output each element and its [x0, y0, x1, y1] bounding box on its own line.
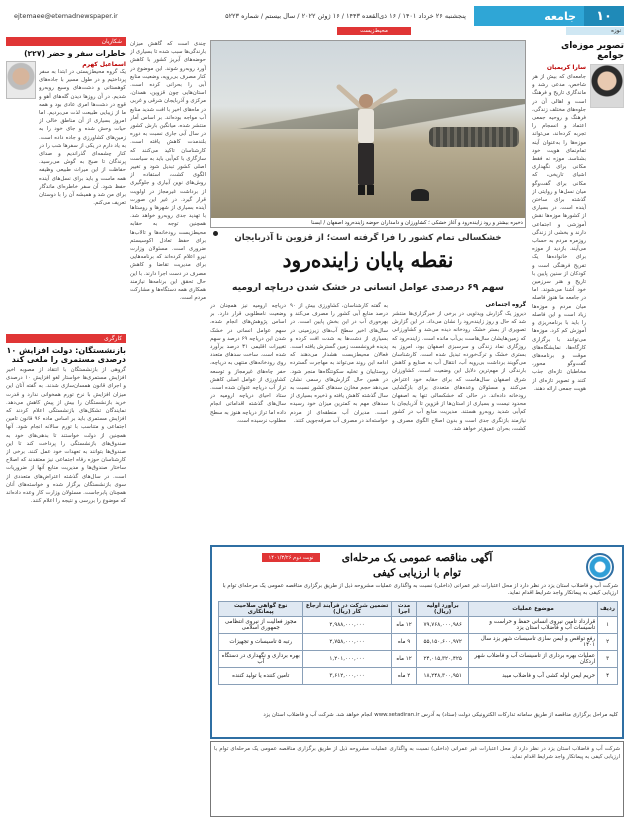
- headline-subtitle: سهم ۶۹ درصدی عوامل انسانی در خشک شدن دریاچه ارومیه: [232, 282, 504, 293]
- table-header: تضمین شرکت در فرآیند ارجاع کار (ریال): [303, 602, 391, 617]
- article-body-4: چندی است که گاهش میزان بارندگی‌ها سبب شده تا بسیاری از حوضه‌های آبریز کشور با کاهش آورد روبه‌رو شوند. این موضوع در کنار مصرف بی‌رویه، وضعیت منابع آبی را بحرانی کرده است. استان‌هایی چون قزوین، همدان، مرکزی و آذربایجان شرقی و غربی در ماه‌های اخیر با افت شدید منابع آب مواجه بوده‌اند. بر اساس آمار منتشر شده، میانگین بارش کشور در سال آبی جاری نسبت به دوره بلندمدت کاهش یافته است. کارشناسان تاکید می‌کنند که سازگاری با کم‌آبی باید به سیاست اصلی کشور تبدیل شود و تغییر الگوی کشت، استفاده از روش‌های نوین آبیاری و جلوگیری از برداشت غیرمجاز در اولویت قرار گیرد. در غیر این صورت آینده بسیاری از شهرها و روستاها با تهدید جدی روبه‌رو خواهد شد. همچنین توجه به حقابه محیط‌زیست رودخانه‌ها و تالاب‌ها برای حفظ تعادل اکوسیستم ضروری است. مسئولان وزارت نیرو اعلام کرده‌اند که برنامه‌هایی برای مدیریت تقاضا و کاهش مصرف در دست اجرا دارند. با این حال تحقق این برنامه‌ها نیازمند همکاری همه دستگاه‌ها و مشارکت مردم است.: [130, 41, 206, 302]
- table-cell: بهره برداری و نگهداری در دستگاه آب: [219, 651, 303, 668]
- page-number: ۱۰: [584, 6, 624, 26]
- opinion-body: جامعه‌ای که بیش از هر شاخص، مدعی رشد و ماندگاری تاریخ و فرهنگ است و اهالی آن در جلوه‌های مختلف زندگی، فرهنگ و روحیه جمعی اعتماد و انسجام را تجربه کرده‌اند، می‌تواند موزه‌ها را به‌عنوان آینه تمام‌نمای هویت خود بشناسد. موزه نه فقط مکانی برای نگهداری اشیای تاریخی، که مکانی برای گفت‌وگو میان نسل‌ها و روایتی از گذشته برای ساختن آینده است. در بسیاری از کشورها موزه‌ها نقش آموزشی و اجتماعی دارند و بخشی از زندگی روزمره مردم به حساب می‌آیند. بازدید از موزه برای خانواده‌ها یک تفریح فرهنگی است و کودکان از سنین پایین با تاریخ و هنر سرزمین خود آشنا می‌شوند. اما در جامعه ما هنوز فاصله میان مردم و موزه‌ها زیاد است و این فاصله را باید با برنامه‌ریزی و آموزش کم کرد. موزه‌ها می‌توانند با برگزاری کارگاه‌ها، نمایشگاه‌های موقت و برنامه‌های گفت‌وگو محور، مخاطبان تازه‌ای جذب کنند و تصویر تازه‌ای از هویت جمعی ارائه دهند.: [532, 74, 586, 392]
- main-photo: [210, 40, 526, 228]
- tender-table: [218, 601, 618, 685]
- columnist-name: اسماعیل کهرم: [82, 61, 126, 68]
- subbar-right-label: نوزه: [566, 27, 624, 35]
- ad-badge: نوبت دوم ۱۴۰۱/۳/۲۶: [262, 553, 320, 562]
- ad-lower-box: [210, 741, 624, 817]
- table-cell: ۱: [598, 617, 618, 634]
- table-cell: ۵۵,۱۵۰,۶۰۰,۹۷۲: [417, 634, 469, 651]
- table-cell: ۱۲ ماه: [391, 651, 417, 668]
- email-text[interactable]: ejtemaee@etemadnewspaper.ir: [14, 12, 118, 20]
- table-cell: عملیات بهره برداری از تاسیسات آب و فاضلاب شهر اردکان: [468, 651, 597, 668]
- table-header: ردیف: [598, 602, 618, 617]
- ad-footer: کلیه مراحل برگزاری مناقصه از طریق سامانه تدارکات الکترونیکی دولت (ستاد) به آدرس www.setadiran.ir انجام خواهد شد. شرکت آب و فاضلاب استان یزد: [263, 712, 618, 718]
- table-cell: قرارداد تامین نیروی انسانی حفظ و حراست و تاسیسات آب و فاضلاب استان یزد: [468, 617, 597, 634]
- header-meta: [6, 12, 474, 20]
- table-cell: ۱,۲۰۱,۰۰۰,۰۰۰: [303, 651, 391, 668]
- hat-on-ground: [411, 189, 429, 201]
- article-byline: گروه اجتماعی: [485, 302, 526, 308]
- sidebar-title-1: خاطرات سفر و حضر (۲۲۷): [24, 49, 126, 58]
- table-row: [219, 668, 618, 685]
- author-portrait: [590, 64, 624, 108]
- table-cell: رفع تواقص و ایمن سازی تاسیسات شهر یزد سال ۱۴۰۱: [468, 634, 597, 651]
- sheep-herd: [429, 127, 519, 147]
- table-cell: رتبه ۵ تاسیسات و تجهیزات: [219, 634, 303, 651]
- table-cell: ۲,۷۵۸,۰۰۰,۰۰۰: [303, 634, 391, 651]
- subbar-section-label: محیط‌زیست: [337, 27, 411, 35]
- sub-bar: [6, 27, 624, 35]
- ad-intro: شرکت آب و فاضلاب استان یزد در نظر دارد از محل اعتبارات غیر عمرانی (داخلی) نسبت به واگذاری عملیات مشروحه ذیل از طریق برگزاری مناقصه عمومی یک مرحله‌ای توام با ارزیابی کیفی به پیمانکار واجد شرایط اقدام نماید.: [222, 583, 618, 597]
- article-column-4: [130, 40, 206, 730]
- photo-caption: ذخیره بیشتر و رود زاینده‌رود و آغاز خشکی ؛ کشاورزان و دامداران حوضه زاینده‌رود اصفهان / ایسنا: [211, 218, 526, 227]
- date-line: پنجشنبه ۲۶ خرداد ۱۴۰۱ / ۱۶ ذی‌القعده ۱۴۴۳ / ۱۶ ژوئن ۲۰۲۲ / سال بیستم / شماره ۵۲۲۳: [225, 12, 466, 20]
- page-header: [6, 6, 624, 26]
- ad-title-2: توام با ارزیابی کیفی: [373, 567, 461, 579]
- left-sidebar: [6, 37, 126, 817]
- headline-kicker: خشکسالی تمام کشور را فرا گرفته است؛ از قزوین تا آذربایجان: [234, 233, 502, 243]
- table-header: برآورد اولیه (ریال): [417, 602, 469, 617]
- table-cell: ۱۲ ماه: [391, 617, 417, 634]
- opinion-title: تصویر موزه‌ای جوامع: [560, 41, 624, 61]
- water-company-logo-icon: [586, 553, 614, 581]
- tender-advertisement: [210, 545, 624, 739]
- section-title: جامعه: [474, 6, 584, 26]
- ad-lower-text: شرکت آب و فاضلاب استان یزد در نظر دارد از محل اعتبارات غیر عمرانی (داخلی) نسبت به واگذاری عملیات مشروحه ذیل از طریق برگزاری مناقصه عمومی یک مرحله‌ای توام با ارزیابی کیفی به پیمانکار واجد شرایط اقدام نماید.: [214, 746, 620, 761]
- columnist-portrait: [6, 61, 36, 99]
- table-row: [219, 651, 618, 668]
- table-cell: حریم ایمن لوله کشی آب و فاضلاب میبد: [468, 668, 597, 685]
- table-cell: ۲,۹۸۸,۰۰۰,۰۰۰: [303, 617, 391, 634]
- sidebar-body-2: گروهی از بازنشستگان با انتقاد از مصوبه اخیر افزایش مستمری‌ها خواستار لغو افزایش ۱۰ درصدی و اجرای قانون همسان‌سازی شدند. به گفته آنان این میزان افزایش با نرخ تورم همخوانی ندارد و قدرت خرید بازنشستگان را بیش از پیش کاهش می‌دهد. نمایندگان تشکل‌های بازنشستگی اعلام کردند که افزایش مستمری باید بر اساس ماده ۹۶ قانون تامین اجتماعی و متناسب با تورم سالانه انجام شود. آنها همچنین از دولت خواستند تا بدهی‌های خود به صندوق‌های بازنشستگی را پرداخت کند تا این صندوق‌ها بتوانند به تعهدات خود عمل کنند. برخی از کارشناسان حوزه رفاه اجتماعی نیز معتقدند که اصلاح ساختار صندوق‌ها و مدیریت منابع آنها از ضروریات است. در سال‌های گذشته اعتراض‌های متعددی از سوی بازنشستگان برگزار شده و خواسته‌های آنان همچنان پابرجاست. مسئولان وزارت کار وعده داده‌اند که موضوع را بررسی و نتیجه را اعلام کنند.: [6, 367, 126, 505]
- article-body-2: به گفته کارشناسان، کشاورزی بیش از ۹۰ درصد منابع آبی کشور را مصرف می‌کند و بهره‌وری آب در این بخش پایین است. در سال‌های اخیر سطح آب‌های زیرزمینی در بسیاری از دشت‌ها به شدت افت کرده و پدیده فرونشست زمین گسترش یافته است. فعالان محیط‌زیست هشدار می‌دهند که ادامه این روند می‌تواند به مهاجرت گسترده روستاییان و تخلیه سکونتگاه‌ها منجر شود. در همین حال گزارش‌های رسمی نشان می‌دهد حجم مخازن سدهای کشور نسبت به سال گذشته کاهش یافته و ذخیره بسیاری از سدهای مهم به کمترین میزان خود رسیده است. مدیران آب منطقه‌ای از مردم خواسته‌اند در مصرف آب صرفه‌جویی کنند.: [290, 303, 388, 424]
- article-body-1: دیروز یک گزارش ویدئویی در برخی از خبرگزاری‌ها منتشر شد که حال و روز زاینده‌رود را نشان می‌داد. در این گزارش تصویری از بستر خشک رودخانه دیده می‌شد و کشاورزانی که زمین‌هایشان سال‌هاست بی‌آب مانده است. زاینده‌رود که روزگاری نماد زندگی و سرسبزی اصفهان بود، امروز به بستری خشک و ترک‌خورده تبدیل شده است. کارشناسان می‌گویند برداشت بی‌رویه آب، انتقال آب به صنایع و کاهش بارندگی از مهم‌ترین دلایل این وضعیت است. کشاورزان شرق اصفهان سال‌هاست که برای حقابه خود اعتراض می‌کنند و مسئولان وعده‌های متعددی برای بازگشایی رودخانه داده‌اند. در حالی که خشکسالی تنها به اصفهان محدود نیست و بسیاری از استان‌ها از قزوین تا آذربایجان با کم‌آبی شدید روبه‌رو هستند. مدیریت منابع آب در کشور نیازمند بازنگری جدی است و بدون اصلاح الگوی مصرف و کشت، بحران عمیق‌تر خواهد شد.: [392, 311, 526, 432]
- table-cell: ۲۴,۰۱۵,۳۲۰,۴۲۵: [417, 651, 469, 668]
- table-cell: تامین کننده یا تولید کننده: [219, 668, 303, 685]
- sidebar-section-2: کارگری: [6, 334, 126, 343]
- headline-title: نقطه پایان زاینده‌رود: [282, 248, 454, 272]
- table-row: [219, 634, 618, 651]
- table-cell: ۱۸,۲۴۸,۳۰۰,۹۵۱: [417, 668, 469, 685]
- table-header: مدت اجرا: [391, 602, 417, 617]
- table-header: موضوع عملیات: [468, 602, 597, 617]
- sidebar-body-1: یک گروه محیط‌زیستی در ابتدا به سفر پرداختیم و در طول مسیر با جاده‌های کوهستانی و دشت‌های وسیع روبه‌رو شدیم. در آن روزها دیدن گله‌های آهو و قوچ در دشت‌ها امری عادی بود و همه ما از زیبایی طبیعت لذت می‌بردیم. اما امروز بسیاری از آن مناطق خالی از حیات وحش شده و جای خود را به زمین‌های کشاورزی و جاده داده است. به یاد دارم در یکی از سفرها شب را در کنار چشمه‌ای گذراندیم و صدای پرندگان تا صبح به گوش می‌رسید. حفاظت از این میراث طبیعی وظیفه همه ماست و باید برای نسل‌های آینده حفظ شود. آن سفر خاطره‌ای ماندگار برای من شد و همیشه آن را با دوستان تعریف می‌کنم.: [39, 69, 126, 207]
- table-cell: ۲: [598, 634, 618, 651]
- opinion-author: سارا کریمیان: [546, 64, 586, 71]
- table-cell: مجوز فعالیت از نیروی انتظامی جمهوری اسلامی: [219, 617, 303, 634]
- table-header: نوع گواهی صلاحیت پیمانکاری: [219, 602, 303, 617]
- table-row: [219, 617, 618, 634]
- sidebar-title-2: بازنشستگان: دولت افزایش ۱۰ درصدی مستمری را ملغی کند: [6, 346, 126, 364]
- table-cell: ۳: [598, 651, 618, 668]
- table-cell: ۳,۶۱۲,۰۰۰,۰۰۰: [303, 668, 391, 685]
- farmer-figure: [331, 81, 401, 201]
- table-cell: ۹ ماه: [391, 634, 417, 651]
- table-cell: ۲ ماه: [391, 668, 417, 685]
- table-cell: ۷۹,۷۶۸,۰۰۰,۹۸۶: [417, 617, 469, 634]
- ad-title-1: آگهی مناقصه عمومی یک مرحله‌ای: [341, 552, 493, 564]
- article-body-3: دریاچه ارومیه نیز همچنان در وضعیت نامطلوبی قرار دارد. بر اساس پژوهش‌های انجام شده، سهم عوامل انسانی در خشک شدن این دریاچه ۶۹ درصد و سهم تغییرات اقلیمی ۳۱ درصد برآورد شده است. ساخت سدهای متعدد روی رودخانه‌های منتهی به دریاچه، حفر چاه‌های غیرمجاز و توسعه کشاورزی از عوامل اصلی کاهش تراز آب دریاچه عنوان شده است. ستاد احیای دریاچه ارومیه در سال‌های گذشته اقداماتی انجام داده اما تراز دریاچه هنوز به سطح مطلوب نرسیده است.: [210, 303, 286, 424]
- table-cell: ۴: [598, 668, 618, 685]
- sidebar-section-1: شکاریان: [6, 37, 126, 46]
